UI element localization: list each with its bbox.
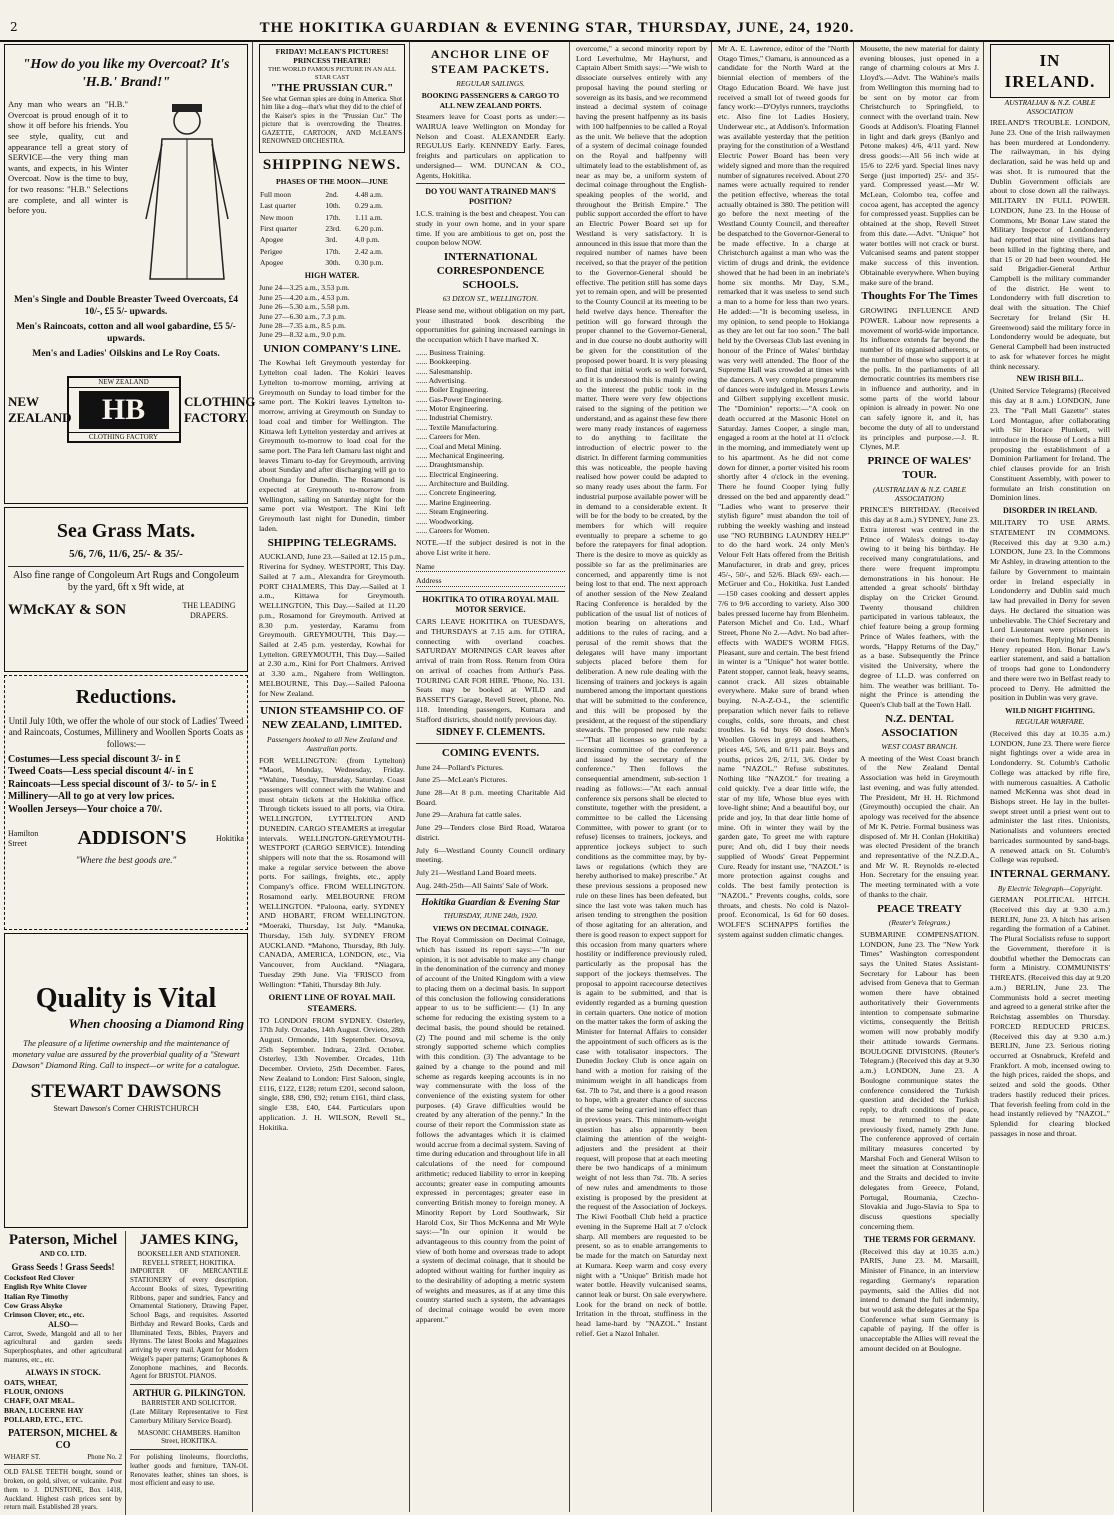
ics-course-item: ...... Mechanical Engineering. [416, 450, 505, 460]
addison-tagline: "Where the best goods are." [75, 855, 177, 866]
ics-note: NOTE.—If the subject desired is not in the above List write it here. [416, 538, 565, 557]
masthead [0, 0, 1114, 42]
hb-logo-letters: HB [79, 391, 169, 429]
overcoat-body: Any man who wears an "H.B." Overcoat is proud enough of it to show it off before his friends. You see style, quality, cut and appearance tell a great story of SERVICE—the very thing man wants, and expects, in his Winter Overcoat. Now is the time to buy, for two reasons: "H.B." Selections are complete, and all winter is before you. [8, 99, 128, 216]
overcoat-line-1: Men's Single and Double Breaster Tweed Overcoats, £4 10/-, £5 5/- upwards. [14, 295, 238, 317]
hb-logo-top: NEW ZEALAND [69, 378, 179, 388]
thoughts-heading: Thoughts For The Times [861, 290, 978, 303]
overcoat-line-3: Men's and Ladies' Oilskins and Le Roy Coats. [32, 348, 220, 359]
coming-event-item: June 28—At 8 p.m. meeting Charitable Aid Board. [416, 788, 565, 807]
editorial-body: overcome," a second minority report by Lord Leverhulme, Mr Hayhurst, and Captain Albert Smith says:—"We wish to dissociate ourselves entirely with any proposal having the pound sterling or sovereign as its basis, and we recommend instead a decimal system of coinage having the present halfpenny as its basis with 100 halfpennies to be called a Royal as the unit. We believe that the adoption of a system of decimal coinage founded on the Royal and halfpenny will ultimately lead to the establishment of, as near as may be, a uniform system of decimal coinage throughout the English-speaking peoples of the world, and throughout the British Empire." The public support accorded the effort to have an Electric Power Board set up for Westland is very satisfactory. It is announced in this issue that more than the required number of names have been received, so that the prayer of the petition to the Governor-General should be effective. The petition still has some days yet to remain open, and will be presented to the County Council at its meeting to be held twelve days hence. Thereafter the petition will go forward through the proper channel to the Governor-General, and in due course no doubt authority will be given for the constitution of the proposed power board. It is very pleasing to find that initial work so well forward, and it is understood this is mainly owing to the interest the public took in the matter. There were very few objections raised to the signing of the petition we understand, and as against these few there were many ready instances of eagerness to do anything to facilitate the introduction of electric power to the district. In different farming communities this was noticeable, the people having realised how power could be adapted to so many ready uses about the farm. For industrial purpose available power will be in demand to a considerable extent. It will be for the body to be created, by the members for which will require eventually to prepare a scheme to go before the ratepayers for final adoption. There is the desire to move as quickly as possible so far as the preliminaries are concerned, and apparently time is not being lost to that end. The next approach of another session of the New Zealand Racing Conference is heralded by the publication of the usual list of notices of motion bearing on alterations and additions to the rules of racing, and a perusal of the remit shows that the delegates will have many important subjects placed before them for deliberation. A new rule dealing with the licensing of trainers and jockeys is again numbered among the important questions that will be submitted to the conference, and this will be proposed by the president, at the request of the stipendiary stewards. The proposed new rule reads:—"That all licenses so granted by a licensing committee of the conference and issued by the secretary of the conference." Then follows the consequential amendment, sub-section 1 reading as follows:—"At each annual conference six persons shall be elected to constitute, together with the president, a committee to be called the Licensing Committee, with power to grant (or to refuse) licenses to trainers, jockeys, and apprentice jockeys subject to such conditions as the committee may, by by-laws or regulations (which they are hereby authorised to make) prescribe." At these previous sessions a proposed new rule on these lines has been defeated, but since the last vote was taken much has arisen tending to strengthen the position of those agitating for an alteration, and there is good reason to expect support for this occasion from many quarters where hostility or indifference previously ruled, particularly as the proposal has the support of the jockeys themselves. The proposal to appoint racecourse detectives is again to be submitted, and that is evidently regarded as a burning question in certain quarters. One notice of motion on the matter takes the form of asking the Minister for Internal Affairs to consider the appointment of such officers as is the case with totalisator inspectors. The Dunedin Jockey Club is once again on hand with a motion for raising of the minimum weight in all handicaps from 6st. 7lb to 7st, and there is a good reason to hope, with a greater chance of success of the same being carried into effect than in previous years. This minimum-weight question has also apparently been claiming the attention of the weight-adjusters and the president at their request, will propose that at each meeting there be two handicaps of a minimum weight of not less than 7st. 7lb. A series of new rules and amendments to those existing is proposed by the president at the request of the Association of Jockeys. The Kiwi Football Club held a practice evening in the Supreme Hall at 7 o'clock sharp. All members are requested to be present, so as to enable arrangements to be made for the match on Saturday next at Kumara. Keep warm and cosy every night with a "Unique" British made hot water bottle. Heavily vulcanised seams, cannot leak or burst. On sale everywhere. Look for the brand on neck of bottle. Irritation in the throat, stuffiness in the head lame-hard by "NAZOL." Instant relief. Get a Nazol Inhaler. [576, 44, 708, 1338]
theatre-body: See what German spies are doing in America. Shot him like a dog—that's what they did to the chief of the Kaiser's spies in the "Prussian Cur." The picture that is overcrowding the Theatres. GAZETTE, CARTOON, AND McLEAN'S RENOWNED ORCHESTRA. [262, 95, 402, 146]
ics-name-label: Name [416, 561, 435, 571]
bottom-ads [4, 1231, 248, 1515]
overcoat-line-2: Men's Raincoats, cotton and all wool gabardine, £5 5/- upwards. [16, 321, 236, 344]
pilkington-name: ARTHUR G. PILKINGTON. [132, 1388, 246, 1398]
moon-phase-cell: 10th. [325, 201, 341, 211]
also-body: Carrot, Swede, Mangold and all to her agricultural and garden seeds Superphosphates, and other agricultural manures, etc., etc. [4, 1329, 122, 1364]
ireland-body: IRELAND'S TROUBLE. LONDON, June 23. One of the Irish railwaymen has been murdered at Londonderry. The railwayman, in his dying declaration, said he was held up and was shot. It is rumoured that the Dublin Government officials are about to close down all the railways. MILITARY IN FULL POWER. LONDON, June 23. In the House of Commons, Mr Bonar Law stated the Military Inspector of Londonderry had reported that nine civilians had been killed in the fighting there, and that 15 or 20 had been wounded. He said Brigadier-General Arthur Campbell is the military commander of the district. He went to Londonderry with full discretion to deal with the situation. The Chief Secretary for Ireland (Sir H. Greenwood) said the military force in Londonderry would be adequate, but General Campbell had been instructed to ask for whatever forces he might think necessary. [990, 118, 1110, 371]
disorder-heading: DISORDER IN IRELAND. [1002, 506, 1097, 516]
shipping-telegrams-heading: SHIPPING TELEGRAMS. [267, 536, 397, 549]
moon-phase-cell: 2nd. [325, 189, 339, 199]
moon-phase-cell: New moon [260, 212, 294, 222]
seed-line-1: Cocksfoot Red Clover [4, 1272, 75, 1282]
otira-body: CARS LEAVE HOKITIKA on TUESDAYS, and THURSDAYS at 7.15 a.m. for OTIRA, connecting with overland coaches. SATURDAY MORNINGS CAR leaves after arrival of train from Ross. Return from Otira on arrival of coaches from Arthur's Pass. TOURING CAR FOR HIRE. 'Phone, No. 131. Seats may be booked at WILD and BASSETT'S Garage, Revell Street, phone, No. 118. Intending passengers, Kumara and Stafford districts, should notify previous day. [416, 617, 565, 724]
newspaper-page [0, 42, 1114, 1512]
clements-signature: SIDNEY F. CLEMENTS. [436, 727, 545, 739]
page-number: 2 [10, 20, 18, 34]
anchor-body: Steamers leave for Coast ports as under:— WAIRUA leave Wellington on Monday for Nelson and Coast. ALEXANDER Early. REGULUS Early. KENNEDY Early. Fares, freights and particulars on application to undersigned— WM. DUNCAN & CO., Agents, Hokitika. [416, 112, 565, 180]
local-notes-body: Mousette, the new material for dainty evening blouses, just opened in a range of charming colours at Mrs J. Lloyd's.—Advt. The Wahine's mails from Wellington this morning had to be sent on by motor car from Christchurch to Springfield, to connect with the overland train. New Goods at Addison's. Floating Flannel in light and dark greys (Banlyo and Petone makes) 4/6, 4/11 yard. New dress goods:—All 56 inch wide at 15/6 to 22/6 yard. Special lines navy Serge (just imported) 25/- and 35/- yard. Compressed yeast.—Mr W. McLean, Colombo tea, coffee and cocoa agent, has accepted the agency for compressed yeast. Supplies can be obtained at the shop, Revell Street from this date.—Advt. "Unique" hot water bottles will not crack or burst. Vulcanised seams and patent stopper make success of this invention. Obtainable everywhere. When buying make sure of the brand. [860, 44, 979, 287]
hb-logo-bottom: CLOTHING FACTORY [69, 432, 179, 442]
column-local-news [714, 42, 854, 1512]
peace-treaty-sub: (Reuter's Telegram.) [888, 918, 951, 928]
column-notices [412, 42, 570, 1512]
moon-phase-cell: Perigee [260, 246, 283, 256]
pilkington-body: (Late Military Representative to First Canterbury Military Service Board). [130, 1408, 248, 1425]
stewart-dawson-address: Stewart Dawson's Corner CHRISTCHURCH [53, 1103, 199, 1113]
otira-heading: HOKITIKA TO OTIRA ROYAL MAIL MOTOR SERVICE. [422, 595, 559, 615]
pilkington-sub: BARRISTER AND SOLICITOR. [141, 1399, 237, 1408]
orient-line-heading: ORIENT LINE OF ROYAL MAIL STEAMERS. [268, 992, 396, 1013]
moon-phase-row [259, 257, 405, 268]
union-company-heading: UNION COMPANY'S LINE. [263, 342, 401, 355]
newspaper-name-heading: Hokitika Guardian & Evening Star [421, 897, 560, 908]
prince-tour-heading: PRINCE OF WALES' TOUR. [867, 455, 972, 481]
paterson-co: AND CO. LTD. [39, 1249, 87, 1258]
moon-phase-row [259, 223, 405, 234]
paterson-michel-ad [4, 1231, 126, 1515]
hb-left-text: NEW ZEALAND [8, 393, 72, 425]
seagrass-body: Also fine range of Congoleum Art Rugs and Congoleum by the yard, 6ft x 9ft wide, at [12, 569, 240, 594]
seed-line-3: Italian Rye Timothy [4, 1291, 69, 1301]
addison-town: Hokitika [215, 833, 244, 843]
coming-event-item: July 6—Westland County Council ordinary meeting. [416, 845, 565, 865]
moon-phase-cell: 17th. [325, 246, 341, 256]
thoughts-body: GROWING INFLUENCE AND POWER. Labour now represents a movement of world-wide importance. Its influence extends far beyond the number of its organised adherents, or the number of those who support it at the polls. In the parliaments of all democratic countries its members rise in influence and authority, and in some parts of the world labour opinion is already in power. No one can safely ignore it, and it, has become the duty of all to understand its principles and purpose.—J. R. Clynes, M.P. [860, 306, 979, 452]
moon-phase-cell: Apogee [260, 235, 284, 245]
moon-phases-heading: PHASES OF THE MOON—JUNE [276, 177, 388, 187]
terms-germany-heading: THE TERMS FOR GERMANY. [863, 1234, 976, 1244]
local-news-body: Mr A. E. Lawrence, editor of the "North Otago Times," Oamaru, is announced as a candidate for the North Ward at the biennial election of members of the Otago Education Board. We have just received a small lot of tweed goods for fancy work:—D'Oylys runners, traycloths etc. Also fine lot Ladies Hosiery, Underwear etc., at Addison's. Information was available yesterday that the petition praying for the constitution of a Westland Electric Power Board has been very widely signed and more than the required number of signatures received. About 270 names were actually required to render the petition effective, whereas the total actually obtained is 380. The petition will go before the next meeting of the Westland County Council, and thereafter be despatched to the Governor-General to be made effective. In a charge at Christchurch against a man who was the victim of drugs and drink, the evidence showed that he had been in an inebriate's home six months. Mr Day, S.M., remarked that it was useless to send such a man to a home for less than two years. He added:—"It is becoming useless, in my opinion, to send people to Hokianga as they are let out far too soon." The ball held by the Overseas Club last evening in honour of the Prince of Wales' birthday was very well attended. The floor of the Supreme Hall was crowded at times with the dancers. A very complete programme of dances were indulged in. Messrs Lewis and Gilbert supplying excellent music. The "Dominion" reports:—"A cook on death occurred at the Masonic Hotel on Saturday. James Cooper, a single man, engaged a room at the hotel at 11 o'clock in the morning, and immediately went up to his apartment. As he did not come down for dinner, a porter visited his room shortly after 4 o'clock in the evening. There he found Cooper lying fully dressed on the bed and apparently dead." "Ladies who want to preserve their stylish figure" must abandon the toil of rubbing the weekly washing and instead use "NO RUBBING LAUNDRY HELP" to do the hard work. 24 only Men's Velour Felt Hats offered from the British Manufacturer, in drab and grey, prices 45/-, 50/-, and 52/6. Black 69/- each.—McGruer and Co., Hokitika. Just Landed—150 cases cooking and dessert apples 7/6 to 9/6 according to variety. Also 300 bales pressed lucerne hay from Blenheim. Paterson Michel and Co. Ltd., Wharf Street, Phone No 2.—Advt. No bad after-effects with WADE'S WORM FIGS. Pleasant, sure and certain. The best friend in winter is a "Unique" hot water bottle. Patent stopper, cannot leak, heavy seams, cannot crack. All sizes obtainable everywhere. Make sure of brand when buying. N-A-Z-O-L, the scientific preparation which never fails to relieve coughs, colds, sore throats, and chest troubles. Is 6d buys 60 doses. Men's Woollen Gloves in greys and heathers, prices 4/6, 5/6, and 6/11 pair. Boys and youths, prices 2/6, 2/11, 3/6. Order by name "NAZOL." Refuse substitutes. Nothing like "NAZOL" for treating a cold quickly. I've a dear little wife, the star of my life, Whose blue eyes with love-light shine; And a beautiful boy, our pride and joy, In that dear little home of mine. Oft in winter they wail by the garden gate, To greet me with rapture pure; And oh, did I buy their needs supplied of Woods' Great Peppermint Cure. Ready for instant use, "NAZOL" is more protection against coughs and colds. The best family protection is "NAZOL." Prevents coughs, colds, sore throats, and chests. No cold is Nazol-proof. Economical, 1s 6d for 60 doses. WOLFE'S SCHNAPPS fortifies the system against sudden climatic changes. [718, 44, 849, 939]
moon-phase-cell: 2.42 a.m. [354, 246, 383, 256]
overcoat-man-illustration [132, 99, 242, 289]
ics-course-item: ...... Industrial Chemistry. [416, 413, 493, 423]
high-water-heading: HIGH WATER. [304, 271, 360, 281]
shipping-news-heading: SHIPPING NEWS. [262, 156, 402, 173]
seagrass-prices: 5/6, 7/6, 11/6, 25/- & 35/- [69, 548, 183, 560]
reduction-tweed: Tweed Coats—Less special discount 4/- in £ [8, 766, 194, 778]
paterson-phone: Phone No. 2 [87, 1452, 122, 1461]
dental-body: A meeting of the West Coast branch of the New Zealand Dental Association was held in Greymouth last evening, and was fully attended. The President, Mr H. H. Richmond (Greymouth) occupied the chair. An apology was received for the absence of Mr K. Petrie. Formal business was disposed of. Mr H. Conlan (Hokitika) was elected President of the branch and representative of the N.Z.D.A., and Mr W. R. Reynolds re-elected Hon. Secretary for the ensuing year. The meeting terminated with a vote of thanks to the chair. [860, 753, 979, 899]
hb-overcoat-ad [4, 44, 256, 504]
paterson-name: Paterson, Michel [8, 1232, 118, 1248]
high-water-row: June 29—8.32 a.m., 9.0 p.m. [259, 330, 346, 340]
ics-course-item: ...... Careers for Men. [416, 432, 481, 442]
prince-tour-sub: (AUSTRALIAN & N.Z. CABLE ASSOCIATION) [872, 484, 967, 503]
stock-line-4: BRAN, LUCERNE HAY [4, 1405, 84, 1415]
sea-grass-mats-ad [4, 507, 248, 672]
moon-phase-row [259, 189, 405, 200]
orient-line-body: TO LONDON FROM SYDNEY. Osterley, 17th July. Orcades, 14th August. Orvieto, 28th August. Ormonde, 11th September. Orsova, 25th September. Indrara, 23rd. October. Osterley, 13th November. Orcades, 11th December. Orvieto, 25th December. Fares, New Zealand to London: First Saloon, single, £116, £122, £128; return £201, second saloon, single, £88, £90, £92; return £161, third class, single £38, £40, £44. Particulars upon application. J. H. WILSON, Revell St., Hokitika. [259, 1015, 405, 1132]
stock-line-1: OATS, WHEAT, [4, 1377, 57, 1387]
peace-treaty-body: SUBMARINE COMPENSATION. LONDON, June 23. The "New York Times" Washington correspondent says the United States Assistant-Secretary for Labour has been advised from Geneva that to German women there have obtained authoritatively their Governments intention to compensate submarine victims, consequently the British women will now probably modify their attitude towards Germans. BOULOGNE DIVISIONS. (Reuter's Telegram.) (Received this day at 9.30 a.m.) LONDON, June 23. A Boulogne communique states the conference considered the Turkish question and decided the Turkish reply, to draft conditions of peace, must be returned to the date previously fixed, namely 29th June. The conference approved of certain military measures concerted by Marshal Foch and General Wilson to meet the situation at Constantinople and the Straits and decided to invite delegates from Greece, Poland, Portugal, Roumania, Czecho-Slovakia and Jugo-Slavia to Spa to discuss questions specially concerning them. [860, 929, 979, 1231]
reductions-body: Until July 10th, we offer the whole of our stock of Ladies' Tweed and Raincoats, Costumes, Millinery and Woollen Sports Coats as follows:— [8, 716, 244, 749]
tan-ol-ad: For polishing linoleums, floorcloths, leather goods and furniture, TAN-OL Renovates leather, shines tan shoes, is most efficient and easy to use. [130, 1453, 248, 1488]
reduction-millinery: Millinery—All to go at very low prices. [8, 791, 175, 803]
ics-course-item: ...... Textile Manufacturing. [416, 422, 499, 432]
seed-line-4: Cow Grass Alsyke [4, 1300, 63, 1310]
moon-phases-table [259, 189, 405, 269]
moon-phase-cell: Apogee [260, 258, 284, 268]
newspaper-date: THURSDAY, JUNE 24th, 1920. [443, 911, 538, 921]
hb-logo [67, 376, 181, 443]
coming-event-item: June 25—McLean's Pictures. [416, 775, 508, 785]
internal-germany-body: GERMAN POLITICAL HITCH. (Received this day at 9.30 a.m.) BERLIN, June 23. A hitch has arisen regarding the formation of a Cabinet. The Plural Socialists refuse to support the Government, therefore it is doubtful whether the Democrats can form a Ministry. COMMUNISTS' THREATS. (Received this day at 9.20 a.m.) BERLIN, June 23. The Communists hold a secret meeting and agreed to a general strike after the Reichstag assembles on Thursday. FORCED REDUCED PRICES. (Received this day at 9.30 a.m.) BERLIN, June 23. Serious rioting occurred at Osnabruck, Krefeld and Frankfort. A mob, incensed owing to the high prices, raided the shops, and seized and sold the goods. Other traders hastily reduced their prices. That feverish feeling from cold in the head instantly relieved by "NAZOL." Splendid for clearing blocked passages in nose and throat. [990, 895, 1110, 1138]
theatre-heading: FRIDAY! McLEAN'S PICTURES! PRINCESS THEATRE! [275, 47, 389, 66]
hb-right-text: CLOTHING FACTORY. [184, 393, 256, 425]
ics-course-item: ...... Steam Engineering. [416, 507, 489, 517]
moon-phase-cell: 0.30 p.m. [354, 258, 384, 268]
internal-germany-sub: By Electric Telegraph—Copyright. [997, 883, 1103, 893]
union-company-body: The Kowhai left Greymouth yesterday for Lyttelton coal laden. The Kokiri leaves Lyttelton to-morrow morning, arriving at Greymouth on Sunday to load timber for the same port. The Kokiri leaves Lyttelton to-morrow, arriving at Greymouth on Sunday to load coal and timber for Wellington. The Kittawa left Lyttelton yesterday and arrives at Greymouth to-morrow to load coal for the same port. The Para left Oamaru last night and leaves Timaru to-day for Greymouth, arriving about Sunday and after discharging will go to Onehunga for Dunedin. The Rosamond is expected at Greymouth to-morrow from Wellington, sailing on Saturday night for the same port via Westport. The Kini left Greymouth last night for Dunedin, timber laden. [259, 358, 405, 533]
ics-course-item: ...... Electrical Engineering. [416, 469, 499, 479]
moon-phase-cell: 23rd. [325, 223, 341, 233]
union-steamship-sub: Passengers booked to all New Zealand and Australian ports. [267, 734, 397, 754]
ics-address-label: Address [416, 576, 442, 586]
trained-man-body: I.C.S. training is the best and cheapest. You can study in your own home, and in your spare time. If you are ambitious to get on, post the coupon below NOW. [416, 209, 565, 248]
reductions-title: Reductions. [75, 686, 177, 708]
jamesking-sub: BOOKSELLER AND STATIONER. REVELL STREET, HOKITIKA. [137, 1249, 241, 1267]
coming-event-item: Aug. 24th-25th—All Saints' Sale of Work. [416, 880, 549, 890]
ics-course-item: ...... Motor Engineering. [416, 404, 489, 414]
coming-events-heading: COMING EVENTS. [441, 746, 540, 759]
irish-bill-body: (United Service Telegrams) (Received this day at 8 a.m.) LONDON, June 23. The "Pall Mall Gazette" states Lord Montague, after collaborating with Sir Horace Plunkett, will introduce in the House of Lords a Bill proposing the establishment of a Dominion Parliament for Ireland. The chief clauses provide for an Irish Constituent Assembly, with power to formulate an Irish constitution on Dominion lines. [990, 386, 1110, 503]
ics-course-item: ...... Coal and Metal Mining. [416, 441, 502, 451]
prussian-cur-title: "THE PRUSSIAN CUR." [270, 82, 394, 94]
coming-event-item: June 24—Pollard's Pictures. [416, 762, 504, 772]
addisons-reductions-ad [4, 675, 248, 930]
moon-phase-row [259, 234, 405, 245]
coming-event-item: June 29—Tenders close Bird Road, Wataroa district. [416, 823, 565, 842]
ics-course-item: ...... Architecture and Building. [416, 479, 509, 489]
night-fighting-heading: WILD NIGHT FIGHTING. [1005, 706, 1095, 716]
ireland-heading: IN IRELAND. [1004, 51, 1096, 92]
column-editorial [572, 42, 712, 1512]
moon-phase-cell: 0.29 a.m. [354, 201, 383, 211]
theatre-subheading: THE WORLD FAMOUS PICTURE IN AN ALL STAR CAST [268, 65, 396, 81]
ics-course-list [416, 348, 565, 536]
seeds-heading: Grass Seeds ! Grass Seeds! [11, 1261, 115, 1272]
moon-phase-cell: 4.0 p.m. [354, 235, 380, 245]
coming-event-item: July 21—Westland Land Board meets. [416, 868, 537, 878]
stock-line-2: FLOUR, ONIONS [4, 1387, 64, 1396]
moon-phase-cell: 1.11 a.m. [354, 212, 383, 222]
high-water-row: June 27—6.30 a.m., 7.3 p.m. [259, 311, 346, 321]
ics-course-item: ...... Woodworking. [416, 516, 474, 526]
dental-heading: N.Z. DENTAL ASSOCIATION [881, 712, 958, 739]
dental-sub: WEST COAST BRANCH. [881, 742, 958, 752]
moon-phase-cell: Full moon [260, 189, 292, 199]
high-water-row: June 28—7.35 a.m., 8.5 p.m. [259, 320, 346, 330]
princess-theatre-ad [259, 44, 405, 153]
seed-line-5: Crimson Clover, etc., etc. [4, 1310, 85, 1320]
ics-course-item: ...... Gas-Power Engineering. [416, 394, 503, 404]
ics-course-item: ...... Marine Engineering. [416, 497, 492, 507]
disorder-body: MILITARY TO USE ARMS. STATEMENT IN COMMONS. (Received this day at 9.30 a.m.) LONDON, June 23. In the Commons Mr Ashley, in drawing attention to the failure by Government to maintain order in Ireland especially in Londonderry and Dublin said much law had prevailed in Derry for seven days. He declared the situation was unbelievable. The Chief Secretary and Lord Lieutenant were prisoners in their own homes. Replying Mr Dennis Henry repeated Hon. Bonar Law's earlier statement, and said a battalion of troops had gone to Londonderry and there were two in Belfast ready to proceed to Derry. He admitted the position in Dublin was very grave. [990, 518, 1110, 703]
night-fighting-sub: REGULAR WARFARE. [1015, 717, 1085, 727]
addison-street: Hamilton Street [8, 828, 39, 848]
peace-treaty-heading: PEACE TREATY [877, 902, 962, 915]
mckay-name: WMcKAY & SON [8, 602, 127, 619]
irish-bill-heading: NEW IRISH BILL. [1016, 374, 1084, 384]
ics-course-item: ...... Boiler Engineering. [416, 385, 489, 395]
union-steamship-heading: UNION STEAMSHIP CO. OF NEW ZEALAND, LIMITED. [260, 705, 404, 732]
anchor-regular-sailings: REGULAR SAILINGS. [456, 79, 525, 88]
high-water-row: June 25—4.20 a.m., 4.53 p.m. [259, 292, 350, 302]
moon-phase-row [259, 200, 405, 211]
moon-phase-cell: 30th. [325, 258, 341, 268]
moon-phase-cell: 3rd. [325, 235, 338, 245]
coming-events-list [416, 763, 565, 891]
james-king-ad [130, 1231, 248, 1515]
jamesking-name: JAMES KING, [139, 1232, 239, 1248]
ics-address: 63 DIXON ST., WELLINGTON. [442, 294, 539, 304]
stock-line-3: CHAFF, OAT MEAL. [4, 1396, 75, 1406]
moon-phase-cell: 4.48 a.m. [354, 189, 383, 199]
moon-phase-row [259, 246, 405, 257]
stewart-dawson-logo: STEWART DAWSONS [30, 1081, 222, 1103]
quality-subtitle: When choosing a Diamond Ring [68, 1016, 244, 1031]
seagrass-title: Sea Grass Mats. [56, 520, 196, 542]
moon-phase-cell: 17th. [325, 212, 341, 222]
moon-phase-cell: Last quarter [260, 201, 297, 211]
shipping-telegrams-body: AUCKLAND, June 23.—Sailed at 12.15 p.m., Riverina for Sydney. WESTPORT, This Day. Sailed at 7 a.m., Alexandra for Greymouth. PORT CHALMERS, This Day.—Sailed at 1 a.m., Kittawa for Greymouth. WELLINGTON, This Day.—Sailed at 11.20 p.m., Rosamond for Greymouth. Arrived at 8.30 p.m. yesterday, Karamu from Greymouth. GREYMOUTH, This Day.—Sailed at 2.45 p.m. yesterday, Kowhai for Lyttelton. GREYMOUTH, This Day.—Sailed at 2.30 a.m., Kini for Port Chalmers. Arrived at 3.30 a.m., Ngahere from Wellington. MELBOURNE, This Day.—Sailed Paloona for New Zealand. [259, 552, 405, 698]
column-shipping [255, 42, 410, 1512]
false-teeth-ad: OLD FALSE TEETH bought, sound or broken, on gold, silver, or vulcanite. Post them to J. DUNSTONE, Box 1418, Auckland. Highest cash prices sent by return mail. Established 28 years. [4, 1468, 122, 1512]
ics-course-item: ...... Concrete Engineering. [416, 488, 497, 498]
also-heading: ALSO— [48, 1319, 78, 1329]
night-fighting-body: (Received this day at 10.35 a.m.) LONDON, June 23. There were fierce night fightings over a wide area in Londonderry. St. Columb's Catholic College was attacked by rifle fire, with numerous casualties. A Catholic named McKenna was shot dead in Bishops street. He lay in the bullet-swept street until a priest went out to administer the last rites. Unionists, Nationalists and volunteers erected barricades surmounted by sand-bags. A renewed attack on St. Columb's College was repulsed. [990, 728, 1110, 865]
column-ireland [986, 42, 1114, 1512]
stewart-dawson-ad [4, 933, 248, 1228]
paterson-footer: PATERSON, MICHEL & CO [8, 1427, 118, 1451]
addison-name: ADDISON'S [77, 827, 187, 850]
high-water-row: June 24—3.25 a.m., 3.53 p.m. [259, 283, 350, 293]
masonic-chambers: MASONIC CHAMBERS. Hamilton Street, HOKITIKA. [137, 1428, 241, 1446]
column-cables [856, 42, 984, 1512]
ics-heading: INTERNATIONAL CORRESPONDENCE SCHOOLS. [436, 251, 545, 291]
decimal-coinage-heading: VIEWS ON DECIMAL COINAGE. [432, 923, 549, 933]
union-steamship-body: FOR WELLINGTON: (from Lyttelton) *Maori, Monday, Wednesday, Friday. *Wahine, Tuesday, Thursday, Saturday. Coast passengers will connect with the Wahine and must obtain tickets at the Hokitika office. Through tickets issued to all ports, via Otira. WELLINGTON, LYTTELTON AND DUNEDIN. CARGO STEAMERS at irregular intervals. WELLINGTON-GREYMOUTH-WESTPORT (CARGO SERVICE). Intending shippers will note that the ss. Rosamond will make a regular service between the above ports. For sailings, freights, etc., apply Company's office. FROM WELLINGTON. Rosamond early. MELBOURNE FROM WELLINGTON. *Paloona, early. SYDNEY AND HOBART, FROM WELLINGTON. *Moeraki, Thursday, 1st July. *Manuka, Thursday, 15th July. SYDNEY FROM AUCKLAND. *Mahono, Thursday, 8th July. CANADA, AMERICA, LONDON, etc., Via Vancouver, from Auckland. *Niagara, Tuesday 29th June. Via 'FRISCO from Wellington: *Tahiti, Thursday 8th July. [259, 755, 405, 989]
seed-line-2: English Rye White Clover [4, 1282, 88, 1292]
quality-title: Quality is Vital [35, 983, 217, 1014]
ics-course-item: ...... Advertising. [416, 375, 466, 385]
terms-germany-body: (Received this day at 10.35 a.m.) PARIS, June 23. M. Marsaill, Minister of Finance, in an interview regarding Germany's reparation payments, said the Allies did not intend to demand the full indemnity, but would ask the delegates at the Spa Conference what sum Germany is capable of paying. If the offer is unacceptable the Allies will reveal the amount decided on at Boulogne. [860, 1246, 979, 1353]
jamesking-body: IMPORTER OF MERCANTILE STATIONERY of every description. Account Books of sizes, Typewriting Ribbons, paper and sundries, Fancy and Ornamental Stationery, Drawing Paper, School Bags, and requisites. Assorted Birthday and Reward Books, Cards and Illuminated Texts, Bibles, Prayers and Hymns. The latest Books and Magazines arriving by every mail. Agent for Modern Weigel's paper patterns; Gramophones & Zonophone machines, and Records. Agent for BRISTOL PIANOS. [130, 1267, 248, 1381]
reduction-jerseys: Woollen Jerseys—Your choice a 70/. [8, 803, 162, 815]
moon-phase-row [259, 212, 405, 223]
ics-course-item: ...... Business Training. [416, 347, 485, 357]
mckay-tagline: THE LEADING DRAPERS. [182, 600, 236, 620]
anchor-line-heading: ANCHOR LINE OF STEAM PACKETS. [430, 47, 551, 76]
paterson-wharf: WHARF ST. [4, 1452, 41, 1461]
decimal-coinage-body: The Royal Commission on Decimal Coinage, which has issued its report says:—"In our opinion, it is not advisable to make any change in the denomination of the currency and money of account of the United Kingdom with a view to placing them on a decimal basis. In support of this conclusion the following considerations appear to us to be sufficient:— (1) In any scheme for reducing the existing system to a decimal basis, the pound should be retained. (2) The pound and mil scheme is the only strongly supported scheme which complies with this condition. (3) The advantage to be gained by a change to the pound and mil scheme as regards keeping accounts is in no way commensurate with the loss of the convenience of the existing system for other purposes. (4) Grave difficulties would be created by any alteration of the penny." In the course of their report the Commission state as follows the advantages which it is claimed would accrue from a decimal system. Saving of time during education and throughout life in all calculations of the need for compound arithmetic; reduced liability to error in keeping accounts; greater ease in computing amounts expressed in percentages; greater ease in converting British money to foreign money. A Minority Report by Lord Southwark, Sir Harold Cox, Sir Thos McKenna and Mr Wyle says:—"In our opinion it would be advantageous to this country from the point of view of both home and overseas trade to adopt a system of decimal coinage, that it should be adopted without waiting for further inquiry as to the desirability of adopting a metric system of weights and measures, as if at any time this country started such a system, the advantages of decimal coinage would be even more apparent." [416, 935, 565, 1324]
stock-heading: ALWAYS IN STOCK. [25, 1367, 101, 1377]
ics-course-item: ...... Bookkeeping. [416, 357, 471, 367]
ics-course-item: ...... Draughtsmanship. [416, 460, 484, 470]
trained-man-heading: DO YOU WANT A TRAINED MAN'S POSITION? [425, 187, 556, 207]
moon-phase-cell: First quarter [260, 223, 297, 233]
coming-event-item: June 29—Arahura fat cattle sales. [416, 810, 522, 820]
quality-body: The pleasure of a lifetime ownership and the maintenance of monetary value are assured by the proverbial quality of a "Stewart Dawson" Diamond Ring. Call to inspect—or write for a catalogue. [11, 1038, 241, 1070]
ics-body: Please send me, without obligation on my part, your illustrated book describing the opportunities for gaining increased earnings in the occupation which I have marked X. [416, 305, 565, 345]
page-title: THE HOKITIKA GUARDIAN & EVENING STAR, THURSDAY, JUNE, 24, 1920. [259, 20, 855, 36]
high-water-row: June 26—5.30 a.m., 5.58 p.m. [259, 302, 350, 312]
internal-germany-heading: INTERNAL GERMANY. [990, 868, 1111, 881]
moon-phase-cell: 6.20 p.m. [354, 223, 384, 233]
reduction-raincoats: Raincoats—Less special discount of 3/- to 5/- in £ [8, 778, 217, 790]
overcoat-headline: "How do you like my Overcoat? It's 'H.B.' Brand!" [22, 57, 230, 90]
stock-line-5: POLLARD, ETC., ETC. [4, 1415, 83, 1425]
ireland-sub: AUSTRALIAN & N.Z. CABLE ASSOCIATION [1004, 97, 1096, 116]
column-advertisements [0, 42, 256, 1512]
ics-course-item: ...... Salesmanship. [416, 366, 473, 376]
prince-tour-body: PRINCE'S BIRTHDAY. (Received this day at 8 a.m.) SYDNEY, June 23. Extra interest was centred in the Prince of Wales's doings to-day owing to it being his birthday. He received many congratulations, and there were frequent impromptu demonstrations in his honour. He attended a great schools' birthday display on the Cricket Ground. Twenty thousand children participated in various tableaux, the chief feature being a group forming Prince of Wales feathers, with the words, "Happy Returns of the Day," as a base. Subsequently the Prince visited the University, where the degree of LL.D. was conferred on him. The weather was brilliant. To-night the Prince is attending the Queen's Club ball at the Town Hall. [860, 505, 979, 710]
anchor-booking: BOOKING PASSENGERS & CARGO TO ALL NEW ZEALAND PORTS. [421, 91, 560, 110]
reduction-costumes: Costumes—Less special discount 3/- in £ [8, 753, 181, 765]
ics-course-item: ...... Careers for Women. [416, 525, 490, 535]
